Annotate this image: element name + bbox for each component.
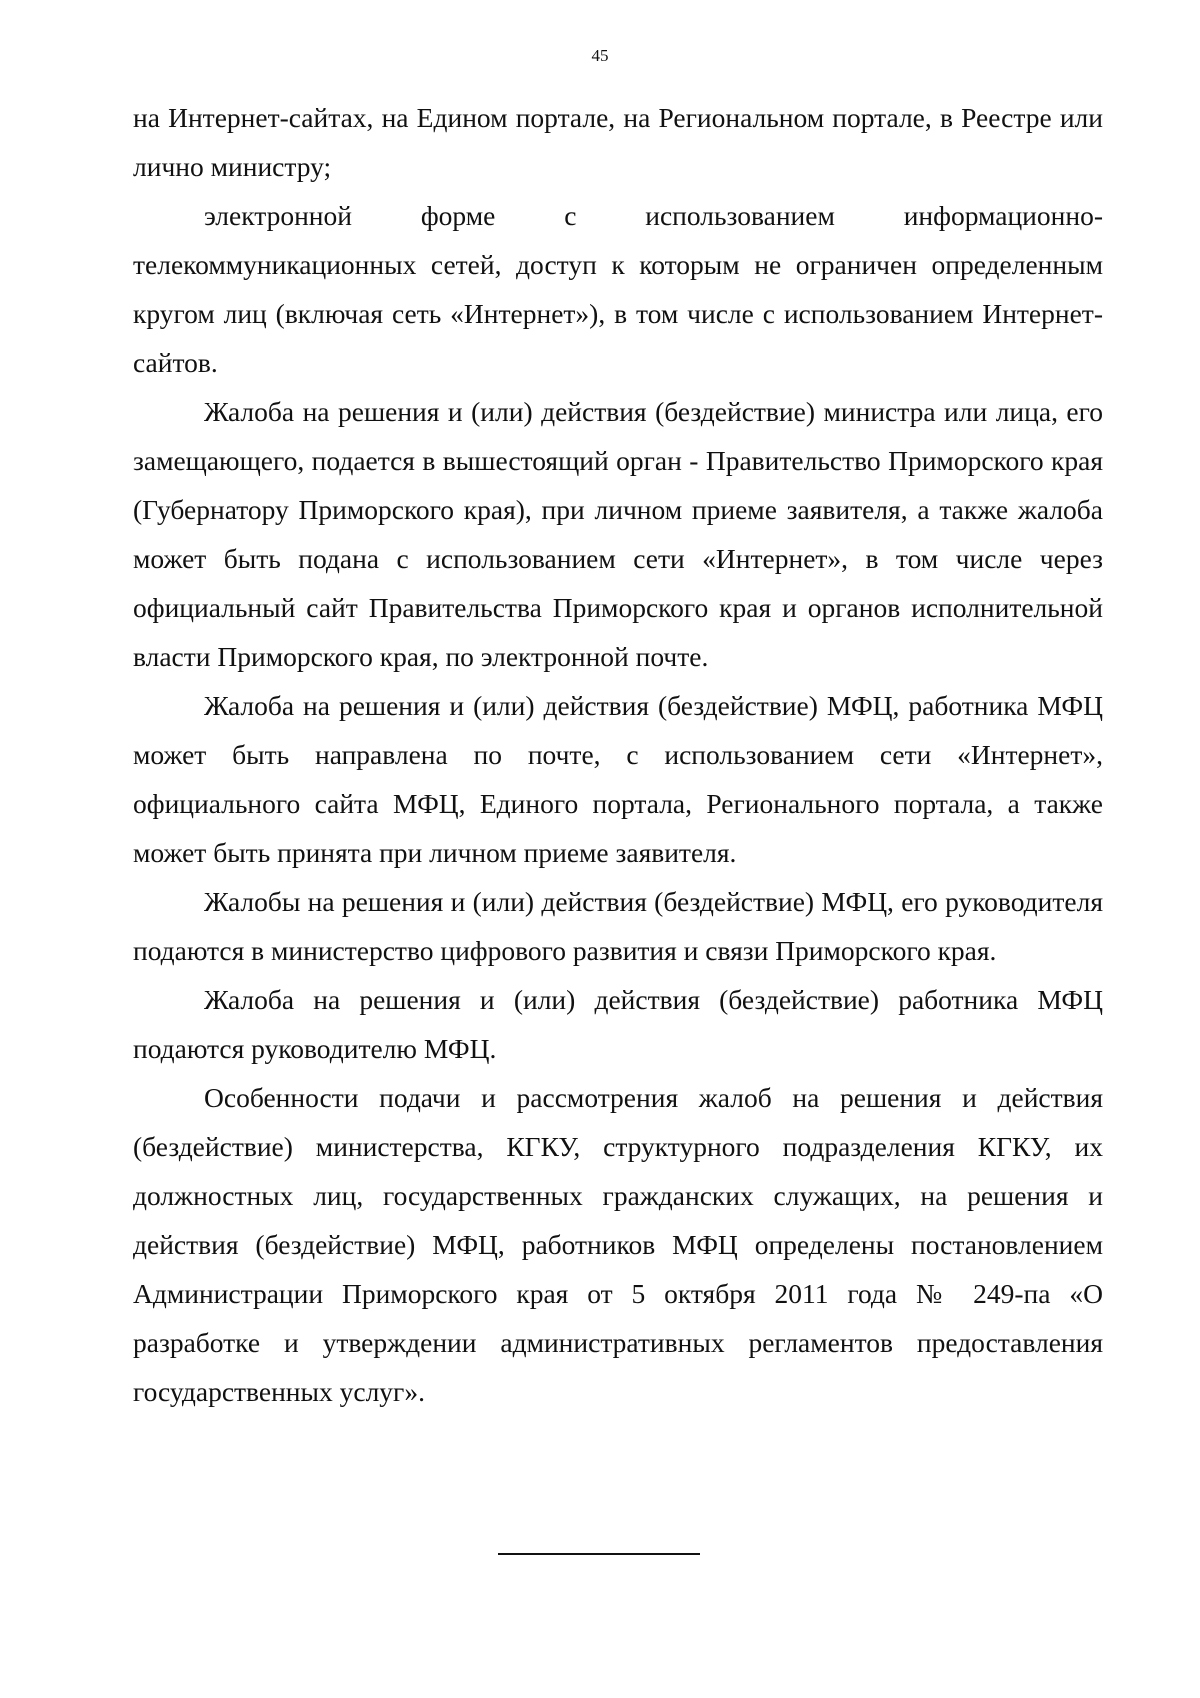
paragraph-complaint-mfc-head: Жалобы на решения и (или) действия (бездействие) МФЦ, его руководителя подаются в министерство цифрового развития и связи Приморского края. bbox=[133, 886, 1103, 966]
closing-rule bbox=[498, 1553, 700, 1555]
paragraph-continuation: на Интернет-сайтах, на Едином портале, на Региональном портале, в Реестре или лично министру; bbox=[133, 102, 1103, 182]
paragraph-complaint-mfc-worker: Жалоба на решения и (или) действия (бездействие) работника МФЦ подаются руководителю МФЦ. bbox=[133, 984, 1103, 1064]
paragraph-special-procedure: Особенности подачи и рассмотрения жалоб на решения и действия (бездействие) министерства, КГКУ, структурного подразделения КГКУ, их должностных лиц, государственных гражданских служащих, на решения и действия (бездействие) МФЦ, работников МФЦ определены постановлением Администрации Приморского края от 5 октября 2011 года № 249-па «О разработке и утверждении административных регламентов предоставления государственных услуг». bbox=[133, 1082, 1103, 1407]
paragraph-complaint-mfc: Жалоба на решения и (или) действия (бездействие) МФЦ, работника МФЦ может быть направлена по почте, с использованием сети «Интернет», официального сайта МФЦ, Единого портала, Регионального портала, а также может быть принята при личном приеме заявителя. bbox=[133, 690, 1103, 868]
page-number: 45 bbox=[591, 46, 609, 65]
paragraph-complaint-minister: Жалоба на решения и (или) действия (бездействие) министра или лица, его замещающего, подается в вышестоящий орган - Правительство Приморского края (Губернатору Приморского края), при личном приеме заявителя, а также жалоба может быть подана с использованием сети «Интернет», в том числе через официальный сайт Правительства Приморского края и органов исполнительной власти Приморского края, по электронной почте. bbox=[133, 396, 1103, 672]
document-body bbox=[133, 93, 1103, 1416]
paragraph-electronic-form: электронной форме с использованием информационно-телекоммуникационных сетей, доступ к которым не ограничен определенным кругом лиц (включая сеть «Интернет»), в том числе с использованием Интернет-сайтов. bbox=[133, 200, 1103, 378]
